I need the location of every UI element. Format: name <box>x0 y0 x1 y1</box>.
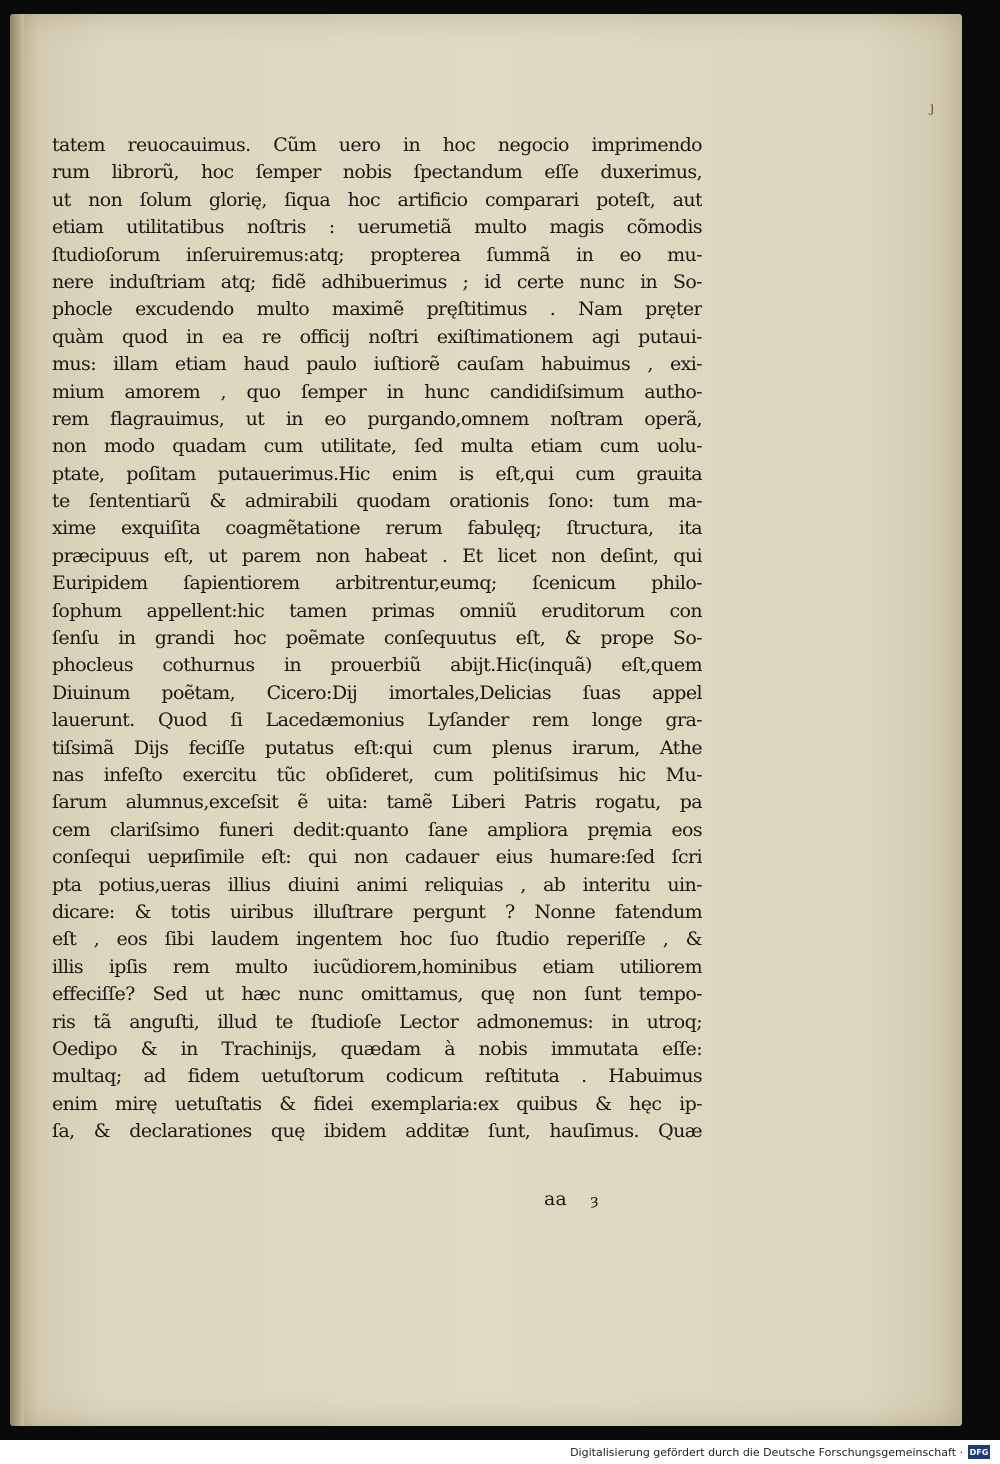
text-line: præcipuus eſt, ut parem non habeat . Et licet non deſint, qui <box>52 544 702 567</box>
text-line: eſt , eos ſibi laudem ingentem hoc ſuo ſtudio reperiſſe , & <box>52 928 702 951</box>
text-line: te ſententiarũ & admirabili quodam orationis ſono: tum ma- <box>52 490 702 513</box>
book-page <box>10 14 962 1426</box>
text-line: cem clariſsimo funeri dedit:quanto ſane ampliora pręmia eos <box>52 818 702 841</box>
text-line: phocleus cothurnus in prouerbiũ abijt.Hic(inquã) eſt,quem <box>52 654 702 677</box>
text-line: mus: illam etiam haud paulo iuſtiorẽ cauſam habuimus , exi- <box>52 353 702 376</box>
text-line: rem flagrauimus, ut in eo purgando,omnem noſtram operã, <box>52 407 702 430</box>
text-line: lauerunt. Quod ſi Lacedæmonius Lyſander rem longe gra- <box>52 709 702 732</box>
text-line: conſequi uериſimile eſt: qui non cadauer eius humare:ſed ſcri <box>52 846 702 869</box>
text-line: ſenſu in grandi hoc poẽmate conſequutus eſt, & prope So- <box>52 627 702 650</box>
digitization-footer <box>0 1440 1000 1464</box>
text-line: Diuinum poẽtam, Cicero:Dij imortales,Delicias ſuas appel <box>52 681 702 704</box>
signature-mark <box>544 1188 598 1210</box>
text-line: illis ipſis rem multo iucũdiorem,hominibus etiam utiliorem <box>52 955 702 978</box>
text-line: dicare: & totis uiribus illuſtrare pergunt ? Nonne fatendum <box>52 900 702 923</box>
text-line: nas infeſto exercitu tũc obſideret, cum politiſsimus hic Mu- <box>52 763 702 786</box>
text-line: ſtudioſorum inſeruiremus:atq; propterea ſummã in eo mu- <box>52 243 702 266</box>
funding-credit: Digitalisierung gefördert durch die Deutsche Forschungsgemeinschaft · <box>570 1445 963 1459</box>
text-line: rum librorũ, hoc ſemper nobis ſpectandum eſſe duxerimus, <box>52 161 702 184</box>
text-line: multaq; ad fidem uetuſtorum codicum reſtituta . Habuimus <box>52 1065 702 1088</box>
text-line: ris tã anguſti, illud te ſtudioſe Lector admonemus: in utroq; <box>52 1010 702 1033</box>
text-line: tiſsimã Dijs feciſſe putatus eſt:qui cum plenus irarum, Athe <box>52 736 702 759</box>
text-line: quàm quod in ea re officij noſtri exiſtimationem agi putaui- <box>52 325 702 348</box>
text-line: nere induſtriam atq; fidẽ adhibuerimus ; id certe nunc in So- <box>52 270 702 293</box>
dfg-logo: DFG <box>968 1445 990 1459</box>
text-line: pta potius,ueras illius diuini animi reliquias , ab interitu uin- <box>52 873 702 896</box>
text-line: ptate, poſitam putauerimus.Hic enim is eſt,qui cum grauita <box>52 462 702 485</box>
text-line: ſarum alumnus,exceſsit ẽ uita: tamẽ Liberi Patris rogatu, pa <box>52 791 702 814</box>
text-line: Oedipo & in Trachinijs, quædam à nobis immutata eſſe: <box>52 1037 702 1060</box>
text-line: Euripidem ſapientiorem arbitrentur,eumq; ſcenicum philo- <box>52 572 702 595</box>
text-line: etiam utilitatibus noſtris : uerumetiã multo magis cõmodis <box>52 216 702 239</box>
text-line: effeciſſe? Sed ut hæc nunc omittamus, quę non ſunt tempo- <box>52 983 702 1006</box>
signature-number: ȝ <box>590 1191 599 1209</box>
text-line: xime exquiſita coagmẽtatione rerum fabulęq; ſtructura, ita <box>52 517 702 540</box>
text-line: mium amorem , quo ſemper in hunc candidiſsimum autho- <box>52 380 702 403</box>
text-line: phocle excudendo multo maximẽ pręſtitimus . Nam pręter <box>52 298 702 321</box>
text-line: tatem reuocauimus. Cũm uero in hoc negocio imprimendo <box>52 134 702 156</box>
text-line: ut non ſolum glorię, ſiqua hoc artificio comparari poteſt, aut <box>52 188 702 211</box>
body-text <box>52 132 702 1145</box>
text-line: enim mirę uetuſtatis & fidei exemplaria:ex quibus & hęc ip- <box>52 1092 702 1115</box>
text-line: non modo quadam cum utilitate, ſed multa etiam cum uolu- <box>52 435 702 458</box>
text-line: ſophum appellent:hic tamen primas omniũ eruditorum con <box>52 599 702 622</box>
signature-letters: aa <box>544 1188 567 1210</box>
text-line: ſa, & declarationes quę ibidem additæ ſunt, hauſimus. Quæ <box>52 1120 702 1143</box>
page-corner-mark: ȷ <box>930 100 935 116</box>
